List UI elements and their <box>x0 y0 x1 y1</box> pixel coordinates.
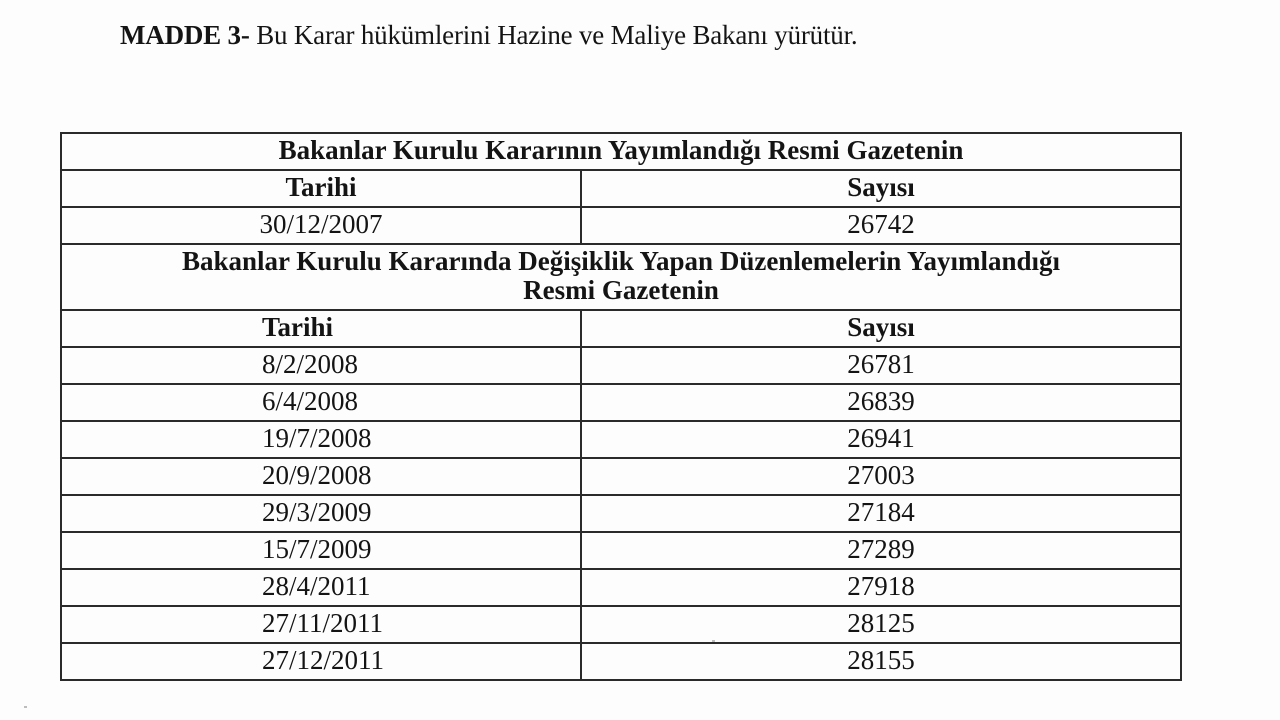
article-text: Bu Karar hükümlerini Hazine ve Maliye Bakanı yürütür. <box>256 20 858 50</box>
amendment-number-cell: 27918 <box>581 569 1181 606</box>
article-label: MADDE 3- <box>120 20 250 50</box>
amendment-number-cell: 26781 <box>581 347 1181 384</box>
amendment-date-cell: 28/4/2011 <box>61 569 581 606</box>
amendment-date-cell: 15/7/2009 <box>61 532 581 569</box>
amendment-date-cell: 8/2/2008 <box>61 347 581 384</box>
section2-number-header: Sayısı <box>581 310 1181 347</box>
amendment-date-cell: 27/12/2011 <box>61 643 581 680</box>
amendment-row <box>61 643 1181 680</box>
amendment-date-cell: 6/4/2008 <box>61 384 581 421</box>
section1-title: Bakanlar Kurulu Kararının Yayımlandığı Resmi Gazetenin <box>61 133 1181 170</box>
section2-title-line1: Bakanlar Kurulu Kararında Değişiklik Yapan Düzenlemelerin Yayımlandığı <box>181 246 1061 276</box>
amendment-date-cell: 19/7/2008 <box>61 421 581 458</box>
amendment-row <box>61 421 1181 458</box>
amendment-row <box>61 458 1181 495</box>
amendment-number-cell: 28125 <box>581 606 1181 643</box>
section2-title-row <box>61 244 1181 310</box>
amendment-row <box>61 347 1181 384</box>
section1-data-row <box>61 207 1181 244</box>
gazette-table <box>60 132 1182 681</box>
scan-speck <box>712 640 715 642</box>
amendment-number-cell: 28155 <box>581 643 1181 680</box>
section2-title-line2: Resmi Gazetenin <box>523 275 719 305</box>
section1-header-row <box>61 170 1181 207</box>
section1-title-row <box>61 133 1181 170</box>
amendment-row <box>61 532 1181 569</box>
section1-date-header: Tarihi <box>61 170 581 207</box>
amendment-number-cell: 26941 <box>581 421 1181 458</box>
amendment-row <box>61 569 1181 606</box>
amendment-date-cell: 20/9/2008 <box>61 458 581 495</box>
amendment-number-cell: 26839 <box>581 384 1181 421</box>
section2-header-row <box>61 310 1181 347</box>
section2-date-header: Tarihi <box>61 310 581 347</box>
section2-title <box>61 244 1181 310</box>
amendment-date-cell: 27/11/2011 <box>61 606 581 643</box>
amendment-row <box>61 606 1181 643</box>
article-3-line <box>120 20 857 51</box>
amendment-row <box>61 384 1181 421</box>
section1-number-cell: 26742 <box>581 207 1181 244</box>
amendment-row <box>61 495 1181 532</box>
section1-date-cell: 30/12/2007 <box>61 207 581 244</box>
amendment-number-cell: 27003 <box>581 458 1181 495</box>
section1-number-header: Sayısı <box>581 170 1181 207</box>
amendment-date-cell: 29/3/2009 <box>61 495 581 532</box>
amendment-number-cell: 27184 <box>581 495 1181 532</box>
amendment-number-cell: 27289 <box>581 532 1181 569</box>
scan-speck <box>24 706 27 708</box>
